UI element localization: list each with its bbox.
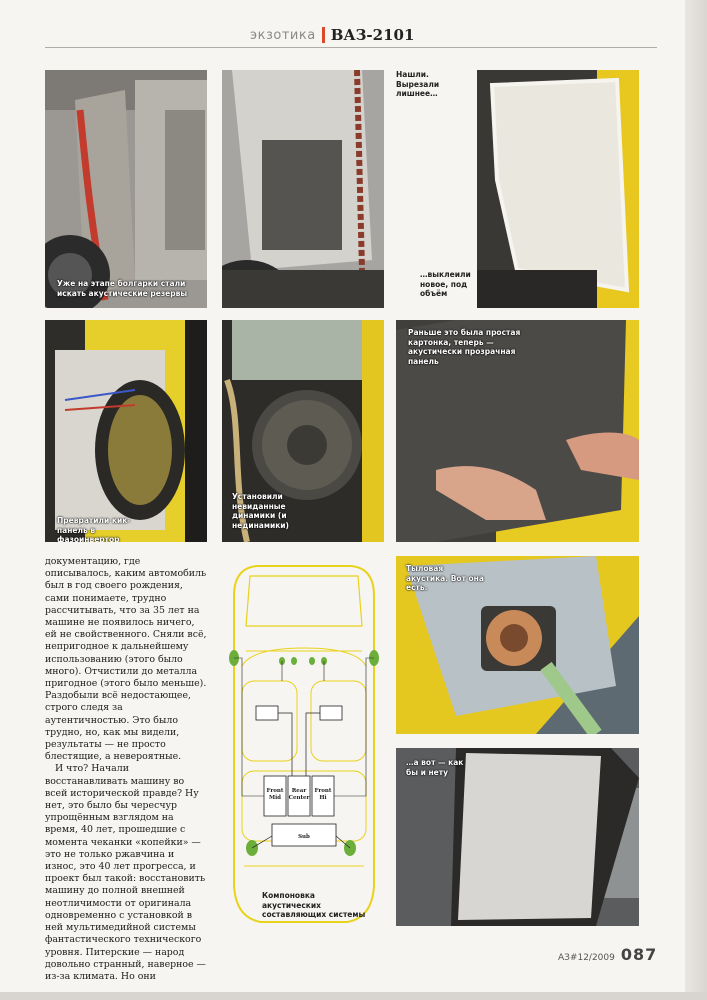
photo-speaker-installed: [222, 320, 384, 542]
caption-7: Тыловая акустика. Вот она есть.: [406, 564, 484, 592]
article-text: [45, 556, 207, 983]
photo-transparent-panel: [396, 320, 639, 542]
section-category: экзотика: [250, 27, 316, 43]
box-front-mid-line1: Front: [266, 788, 284, 794]
photo-kick-panel: [45, 320, 207, 542]
diagram-caption: Компоновка акустических составляющих системы: [262, 891, 366, 919]
photo-door-pillar-cut: [45, 70, 207, 308]
photo-rear-speaker: [396, 556, 639, 734]
caption-1: Уже на этапе болгарки стали искать акустические резервы: [57, 279, 188, 298]
page-number: 087: [620, 945, 658, 964]
caption-3: …выклеили новое, под объём: [420, 270, 471, 298]
box-front-hi-line1: Front: [314, 788, 332, 794]
caption-8: …а вот — как бы и нету: [406, 758, 464, 777]
page-footer: [558, 945, 657, 964]
caption-4: Превратили кик-панель в фазоинвертор: [57, 516, 131, 542]
caption-2: Нашли. Вырезали лишнее…: [396, 70, 440, 98]
photo-new-box: [477, 70, 639, 308]
article-paragraph-1: документацию, где описывалось, каким автомобиль был в год своего рождения, сами понимаете, трудно рассчитывать, что за 35 лет на машине не появилось ничего, ей не свойственного. Сняли всё, непригодное к дальнейшему использованию (этого было много). Отчистили до металла пригодное (этого было меньше). Раздобыли всё недостающее, строго следя за аутентичностью. Это было трудно, но, как мы видели, результаты — не просто блестящие, а невероятные.: [45, 556, 207, 763]
box-rear-center-line1: Rear: [291, 788, 307, 794]
page-edge-bottom: [0, 992, 707, 1000]
speaker-layout-diagram: [222, 556, 386, 928]
section-header: [250, 24, 450, 46]
box-sub: Sub: [298, 834, 310, 840]
box-front-mid-line2: Mid: [268, 795, 282, 801]
caption-5: Установили невиданные динамики (и нединамики): [232, 492, 289, 530]
photo-pillar-cut-out: [222, 70, 384, 308]
section-model: ВАЗ-2101: [330, 26, 415, 44]
caption-6: Раньше это была простая картонка, теперь — акустически прозрачная панель: [408, 328, 521, 366]
photo-hidden-speaker: [396, 748, 639, 926]
box-front-hi-line2: Hi: [319, 795, 327, 801]
article-paragraph-2: И что? Начали восстанавливать машину во всей исторической правде? Ну нет, это было бы чересчур упрощённым взглядом на время, 40 лет, прошедшие с момента чеканки «копейки» — это не только ржавчина и износ, это 40 лет прогресса, и проект был такой: восстановить машину до полной внешней неотличимости от оригинала одновременно с установкой в ней мультимедийной системы фантастического технического уровня. Питерские — народ довольно странный, наверное — из-за климата. Но они: [45, 763, 206, 982]
page-edge: [685, 0, 707, 1000]
header-rule: [45, 47, 657, 48]
header-separator: [322, 27, 325, 43]
box-rear-center-line2: Center: [288, 795, 310, 801]
issue-label: АЗ#12/2009: [558, 953, 615, 963]
